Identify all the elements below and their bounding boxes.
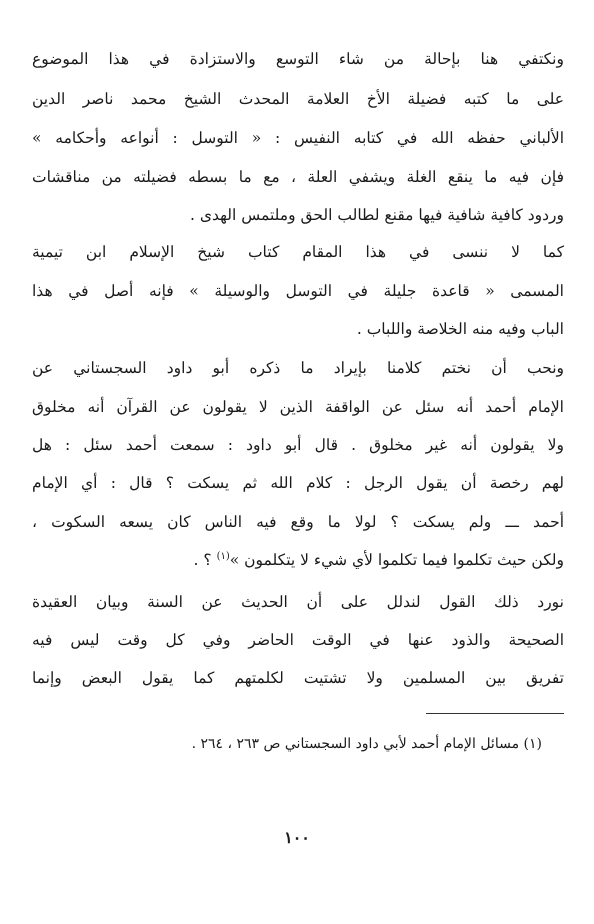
paragraph-2-line-2: المسمى « قاعدة جليلة في التوسل والوسيلة » فإنه أصل في هذا xyxy=(32,282,564,300)
paragraph-3-line-2: الإمام أحمد أنه سئل عن الواقفة الذين لا يقولون عن القرآن أنه مخلوق xyxy=(32,398,564,416)
footnote: (١) مسائل الإمام أحمد لأبي داود السجستاني ص ٢٦٣ ، ٢٦٤ . xyxy=(191,736,542,752)
paragraph-3-line-6-text: ولكن حيث تكلموا فيما تكلموا لأي شيء لا يتكلمون » xyxy=(229,551,564,569)
paragraph-1-line-2: على ما كتبه فضيلة الأخ العلامة المحدث الشيخ محمد ناصر الدين xyxy=(32,90,564,108)
paragraph-3-line-5: أحمد ـــ ولم يسكت ؟ لولا ما وقع فيه الناس كان يسعه السكوت ، xyxy=(32,513,564,531)
footnote-separator xyxy=(426,713,564,714)
paragraph-1-line-4: فإن فيه ما ينقع الغلة ويشفي العلة ، مع ما بسطه فضيلته من مناقشات xyxy=(32,168,564,186)
paragraph-3-line-6 xyxy=(32,549,564,573)
paragraph-1-line-5: وردود كافية شافية فيها مقنع لطالب الحق وملتمس الهدى . xyxy=(190,206,564,224)
paragraph-2-line-3: الباب وفيه منه الخلاصة واللباب . xyxy=(356,320,564,338)
paragraph-3-line-6-tail: ؟ . xyxy=(193,551,217,569)
paragraph-3-line-4: لهم رخصة أن يقول الرجل : كلام الله ثم يسكت ؟ قال : أي الإمام xyxy=(32,474,564,492)
paragraph-3-line-1: ونحب أن نختم كلامنا بإيراد ما ذكره أبو داود السجستاني عن xyxy=(32,359,564,377)
paragraph-3-line-3: ولا يقولون أنه غير مخلوق . قال أبو داود : سمعت أحمد سئل : هل xyxy=(32,436,564,454)
paragraph-4-line-2: الصحيحة والذود عنها في الوقت الحاضر وفي كل وقت ليس فيه xyxy=(32,631,564,649)
paragraph-4-line-3: تفريق بين المسلمين ولا تشتيت لكلمتهم كما يقول البعض وإنما xyxy=(32,669,564,687)
footnote-reference-marker: (١) xyxy=(216,550,230,562)
page-number: ١٠٠ xyxy=(284,828,310,847)
paragraph-2-line-1: كما لا ننسى في هذا المقام كتاب شيخ الإسلام ابن تيمية xyxy=(32,243,564,261)
paragraph-4-line-1: نورد ذلك القول لندلل على أن الحديث عن السنة وبيان العقيدة xyxy=(32,593,564,611)
paragraph-1-line-3: الألباني حفظه الله في كتابه النفيس : « التوسل : أنواعه وأحكامه » xyxy=(32,129,564,147)
paragraph-1-line-1: ونكتفي هنا بإحالة من شاء التوسع والاستزادة في هذا الموضوع xyxy=(32,50,564,68)
